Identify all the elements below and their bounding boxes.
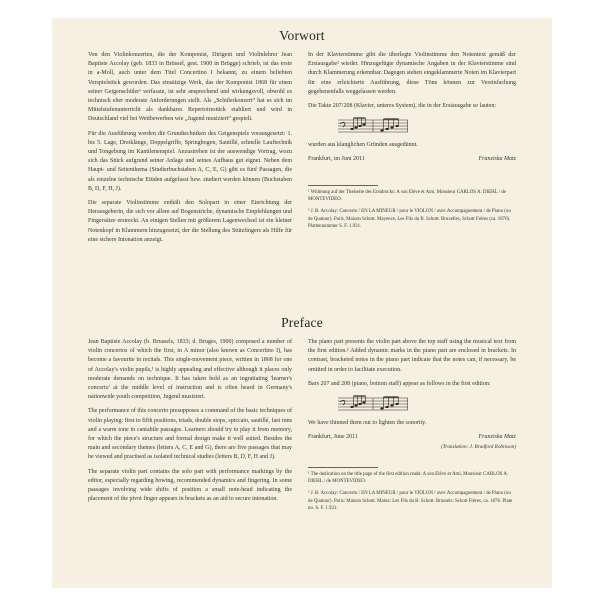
vorwort-right-paragraph-1: In der Klavierstimme gibt die überlegte Violinstimme den Notentext gemäß der Erstausgabe² wieder. Hinzugefügte dynamische Angaben in der Klavierstimme sind durch Klammerung erkennbar. Dagegen stehen eingeklammerte Noten im Klavierpart für eine erleichterte Ausführung, diese Töne können zur Vereinfachung gegebenenfalls weggelassen werden. (308, 52, 516, 95)
vorwort-footnote-2: ² J. B. Accolay: Concerto / EN LA MINEUR / pour le VIOLON / avec Accompagnement / de Piano (ou de Quatuor). Paris, Maison Schott. Mayence, Les Fils du B. Schott. Bruxelles, Schott Frères (ca. 1876). Plattennummer S. F. 1.931. (308, 209, 511, 229)
vorwort-paragraph-3: Die separate Violinstimme enthält den Solopart in einer Einrichtung der Herausgeberin, die sich vor allem auf Bogenstriche, dynamische Empfehlungen und Fingersätze erstreckt. An einigen Stellen mit größerem Lagenwechsel ist ein kleiner Notenkopf in Klammern hinzugesetzt, der die Stellung des Stützfingers als Hilfe für eine sichere Intonation anzeigt. (88, 200, 292, 243)
vorwort-footnote-rule (308, 185, 378, 186)
music-excerpt-de (338, 116, 408, 136)
book-page (52, 18, 552, 588)
vorwort-author: Franziska Matz (478, 156, 516, 163)
vorwort-right-column (308, 51, 516, 235)
preface-footnote-2: ² J. B. Accolay: Concerto / EN LA MINEUR / pour le VIOLON / avec Accompagnement / de Piano (ou de Quatuor). Paris: Maison Schott. Mainz: Les Fils du B. Schott. Brussels: Schott Frères, ca. 1876. Plate no. S. F. 1.931. (308, 491, 513, 511)
music-excerpt-en (338, 394, 408, 414)
preface-paragraph-3: The separate violin part contains the solo part with performance markings by the editor, especially regarding bowing, recommended dynamics and fingering. In some passages involving wide shifts of position a small note-head indicating the placement of the pivot finger appears in brackets as an aid to secure intonation. (88, 468, 292, 503)
preface-footnote-1: ¹ The dedication on the title page of the first edition reads: A son Elève et Ami, Monsieur CARLOS A. DIEHL / de MONTEVIDEO. (308, 471, 509, 484)
vorwort-footnote-1: ¹ Widmung auf der Titelseite des Erstdrucks: A son Elève et Ami, Monsieur CARLOS A. DIEHL / de MONTEVIDEO. (308, 189, 506, 202)
preface-place-date: Frankfurt, June 2011 (308, 434, 358, 441)
preface-author: Franziska Matz (478, 434, 516, 441)
vorwort-after-music: wurden aus klanglichen Gründen ausgedünnt. (308, 142, 418, 149)
vorwort-right-paragraph-2: Die Takte 207/208 (Klavier, unteres System), die in der Erstausgabe so lauten: (308, 103, 497, 110)
vorwort-place-date: Frankfurt, im Juni 2011 (308, 156, 365, 163)
vorwort-title: Vorwort (279, 28, 325, 43)
vorwort-signature (308, 155, 516, 164)
preface-paragraph-2: The performance of this concerto presupposes a command of the basic techniques of violin playing: first to fifth positions, triads, double stops, spiccato, sautillé, fast runs and a warm tone in cantabile passages. Learners should try to play it from memory, for which the piece's structure and formal design make it well suited. Besides the main and secondary themes (letters A, C, E and G), there are five passages that may be viewed and practised as isolated technical studies (letters B, D, F, H and J). (88, 408, 292, 461)
vorwort-left-column (88, 51, 292, 250)
preface-footnote-rule (308, 467, 378, 468)
vorwort-paragraph-1: Von den Violinkonzerten, die der Komponist, Dirigent und Violinlehrer Jean Baptiste Accolay (geb. 1833 in Brüssel, gest. 1900 in Brügge) schrieb, ist das erste in a-Moll, auch unter dem Titel Concertino I bekannt, zu einem beliebten Vorspielstück geworden. Das einsätzige Werk, das der Komponist 1868 für einen seiner Geigenschüler¹ verfasste, ist sehr ansprechend und wirkungsvoll, obwohl es technisch eher moderate Anforderungen stellt. Als „Schülerkonzert“ hat es sich im Mittelstufenunterricht als dankbares Repertoirestück etabliert und wird in Deutschland viel bei Wettbewerben wie „Jugend musiziert“ gespielt. (88, 52, 292, 123)
preface-right-paragraph-1: The piano part presents the violin part above the top staff using the musical text from the first edition.² Added dynamic marks in the piano part are enclosed in brackets. In contrast, bracketed notes in the piano part indicate that the notes can, if necessary, be omitted in order to facilitate execution. (308, 339, 516, 373)
preface-right-paragraph-2: Bars 207 and 208 (piano, bottom staff) appear as follows in the first edition: (308, 380, 491, 387)
preface-after-music: We have thinned them out to lighten the sonority. (308, 420, 427, 427)
preface-left-column (88, 338, 292, 509)
preface-title: Preface (281, 315, 323, 330)
preface-right-column (308, 338, 516, 517)
vorwort-paragraph-2: Für die Ausführung werden die Grundtechniken des Geigenspiels vorausgesetzt: 1. bis 5. Lage, Dreiklänge, Doppelgriffe, Springbogen, Sautillé, schnelle Lauftechnik und Tongebung im Kantilenenspiel. Anzustreben ist der auswendige Vortrag, wozu sich das Stück aufgrund seiner Anlage und seines Aufbaus gut eignet. Neben dem Haupt- und Seitenthema (Studierbuchstaben A, C, E, G) gibt es fünf Passagen, die als einzelne technische Etüden aufgefasst bzw. studiert werden können (Buchstaben B, D, F, H, J). (88, 130, 292, 192)
preface-paragraph-1: Jean Baptiste Accolay (b. Brussels, 1833; d. Bruges, 1900) composed a number of violin concertos of which the first, in A minor (also known as Concertino I), has become a favourite in recitals. This single-movement piece, written in 1868 for one of Accolay's violin pupils,¹ is highly appealing and effective although it places only moderate demands on technique. It has taken hold as an ingratiating 'learner's concerto' at the middle level of instruction and is often heard in Germany's nationwide youth competition, Jugend musiziert. (88, 339, 292, 401)
preface-translation-credit: (Translation: J. Bradford Robinson) (440, 444, 516, 451)
preface-signature (308, 433, 516, 442)
